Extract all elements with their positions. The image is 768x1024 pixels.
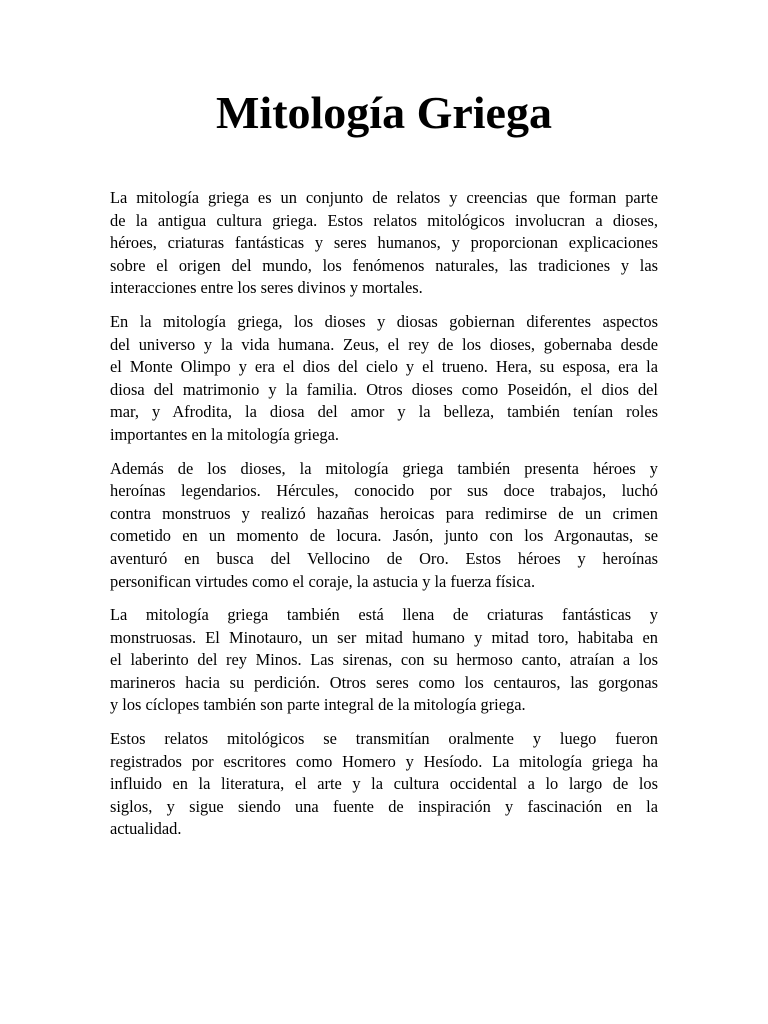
text-line: y los cíclopes también son parte integral de la mitología griega. <box>110 695 526 715</box>
text-line: Además de los dioses, la mitología griega también presenta héroes y <box>110 458 658 478</box>
text-line: La mitología griega es un conjunto de relatos y creencias que forman parte <box>110 188 658 207</box>
paragraph-2 <box>110 311 658 447</box>
text-line: contra monstruos y realizó hazañas heroicas para redimirse de un crimen <box>110 503 658 523</box>
text-line: del universo y la vida humana. Zeus, el rey de los dioses, gobernaba desde <box>110 334 658 354</box>
paragraph-1 <box>110 187 658 300</box>
document-title: Mitología Griega <box>216 87 552 138</box>
text-line: En la mitología griega, los dioses y diosas gobiernan diferentes aspectos <box>110 311 658 331</box>
paragraph-5 <box>110 728 658 841</box>
text-line: personifican virtudes como el coraje, la astucia y la fuerza física. <box>110 571 536 591</box>
text-line: sobre el origen del mundo, los fenómenos naturales, las tradiciones y las <box>110 255 658 275</box>
text-line: importantes en la mitología griega. <box>110 424 339 444</box>
text-line: héroes, criaturas fantásticas y seres humanos, y proporcionan explicaciones <box>110 233 658 253</box>
text-line: influido en la literatura, el arte y la cultura occidental a lo largo de los <box>110 774 658 794</box>
text-line: monstruosas. El Minotauro, un ser mitad humano y mitad toro, habitaba en <box>110 627 658 647</box>
text-line: La mitología griega también está llena de criaturas fantásticas y <box>110 605 658 625</box>
text-line: cometido en un momento de locura. Jasón, junto con los Argonautas, se <box>110 526 658 546</box>
text-line: el laberinto del rey Minos. Las sirenas, con su hermoso canto, atraían a los <box>110 650 658 670</box>
text-line: aventuró en busca del Vellocino de Oro. Estos héroes y heroínas <box>110 548 658 568</box>
text-line: de la antigua cultura griega. Estos relatos mitológicos involucran a dioses, <box>110 210 658 230</box>
text-line: marineros hacia su perdición. Otros seres como los centauros, las gorgonas <box>110 672 658 692</box>
text-line: mar, y Afrodita, la diosa del amor y la belleza, también tenían roles <box>110 402 658 422</box>
paragraph-3 <box>110 458 658 594</box>
document-body <box>110 187 658 841</box>
text-line: diosa del matrimonio y la familia. Otros dioses como Poseidón, el dios del <box>110 379 658 399</box>
text-line: Estos relatos mitológicos se transmitían oralmente y luego fueron <box>110 729 658 749</box>
text-line: el Monte Olimpo y era el dios del cielo y el trueno. Hera, su esposa, era la <box>110 357 658 377</box>
paragraph-4 <box>110 604 658 717</box>
text-line: interacciones entre los seres divinos y mortales. <box>110 278 423 298</box>
text-line: heroínas legendarios. Hércules, conocido por sus doce trabajos, luchó <box>110 481 658 501</box>
text-line: actualidad. <box>110 819 182 839</box>
text-line: siglos, y sigue siendo una fuente de inspiración y fascinación en la <box>110 796 658 816</box>
text-line: registrados por escritores como Homero y Hesíodo. La mitología griega ha <box>110 751 658 771</box>
